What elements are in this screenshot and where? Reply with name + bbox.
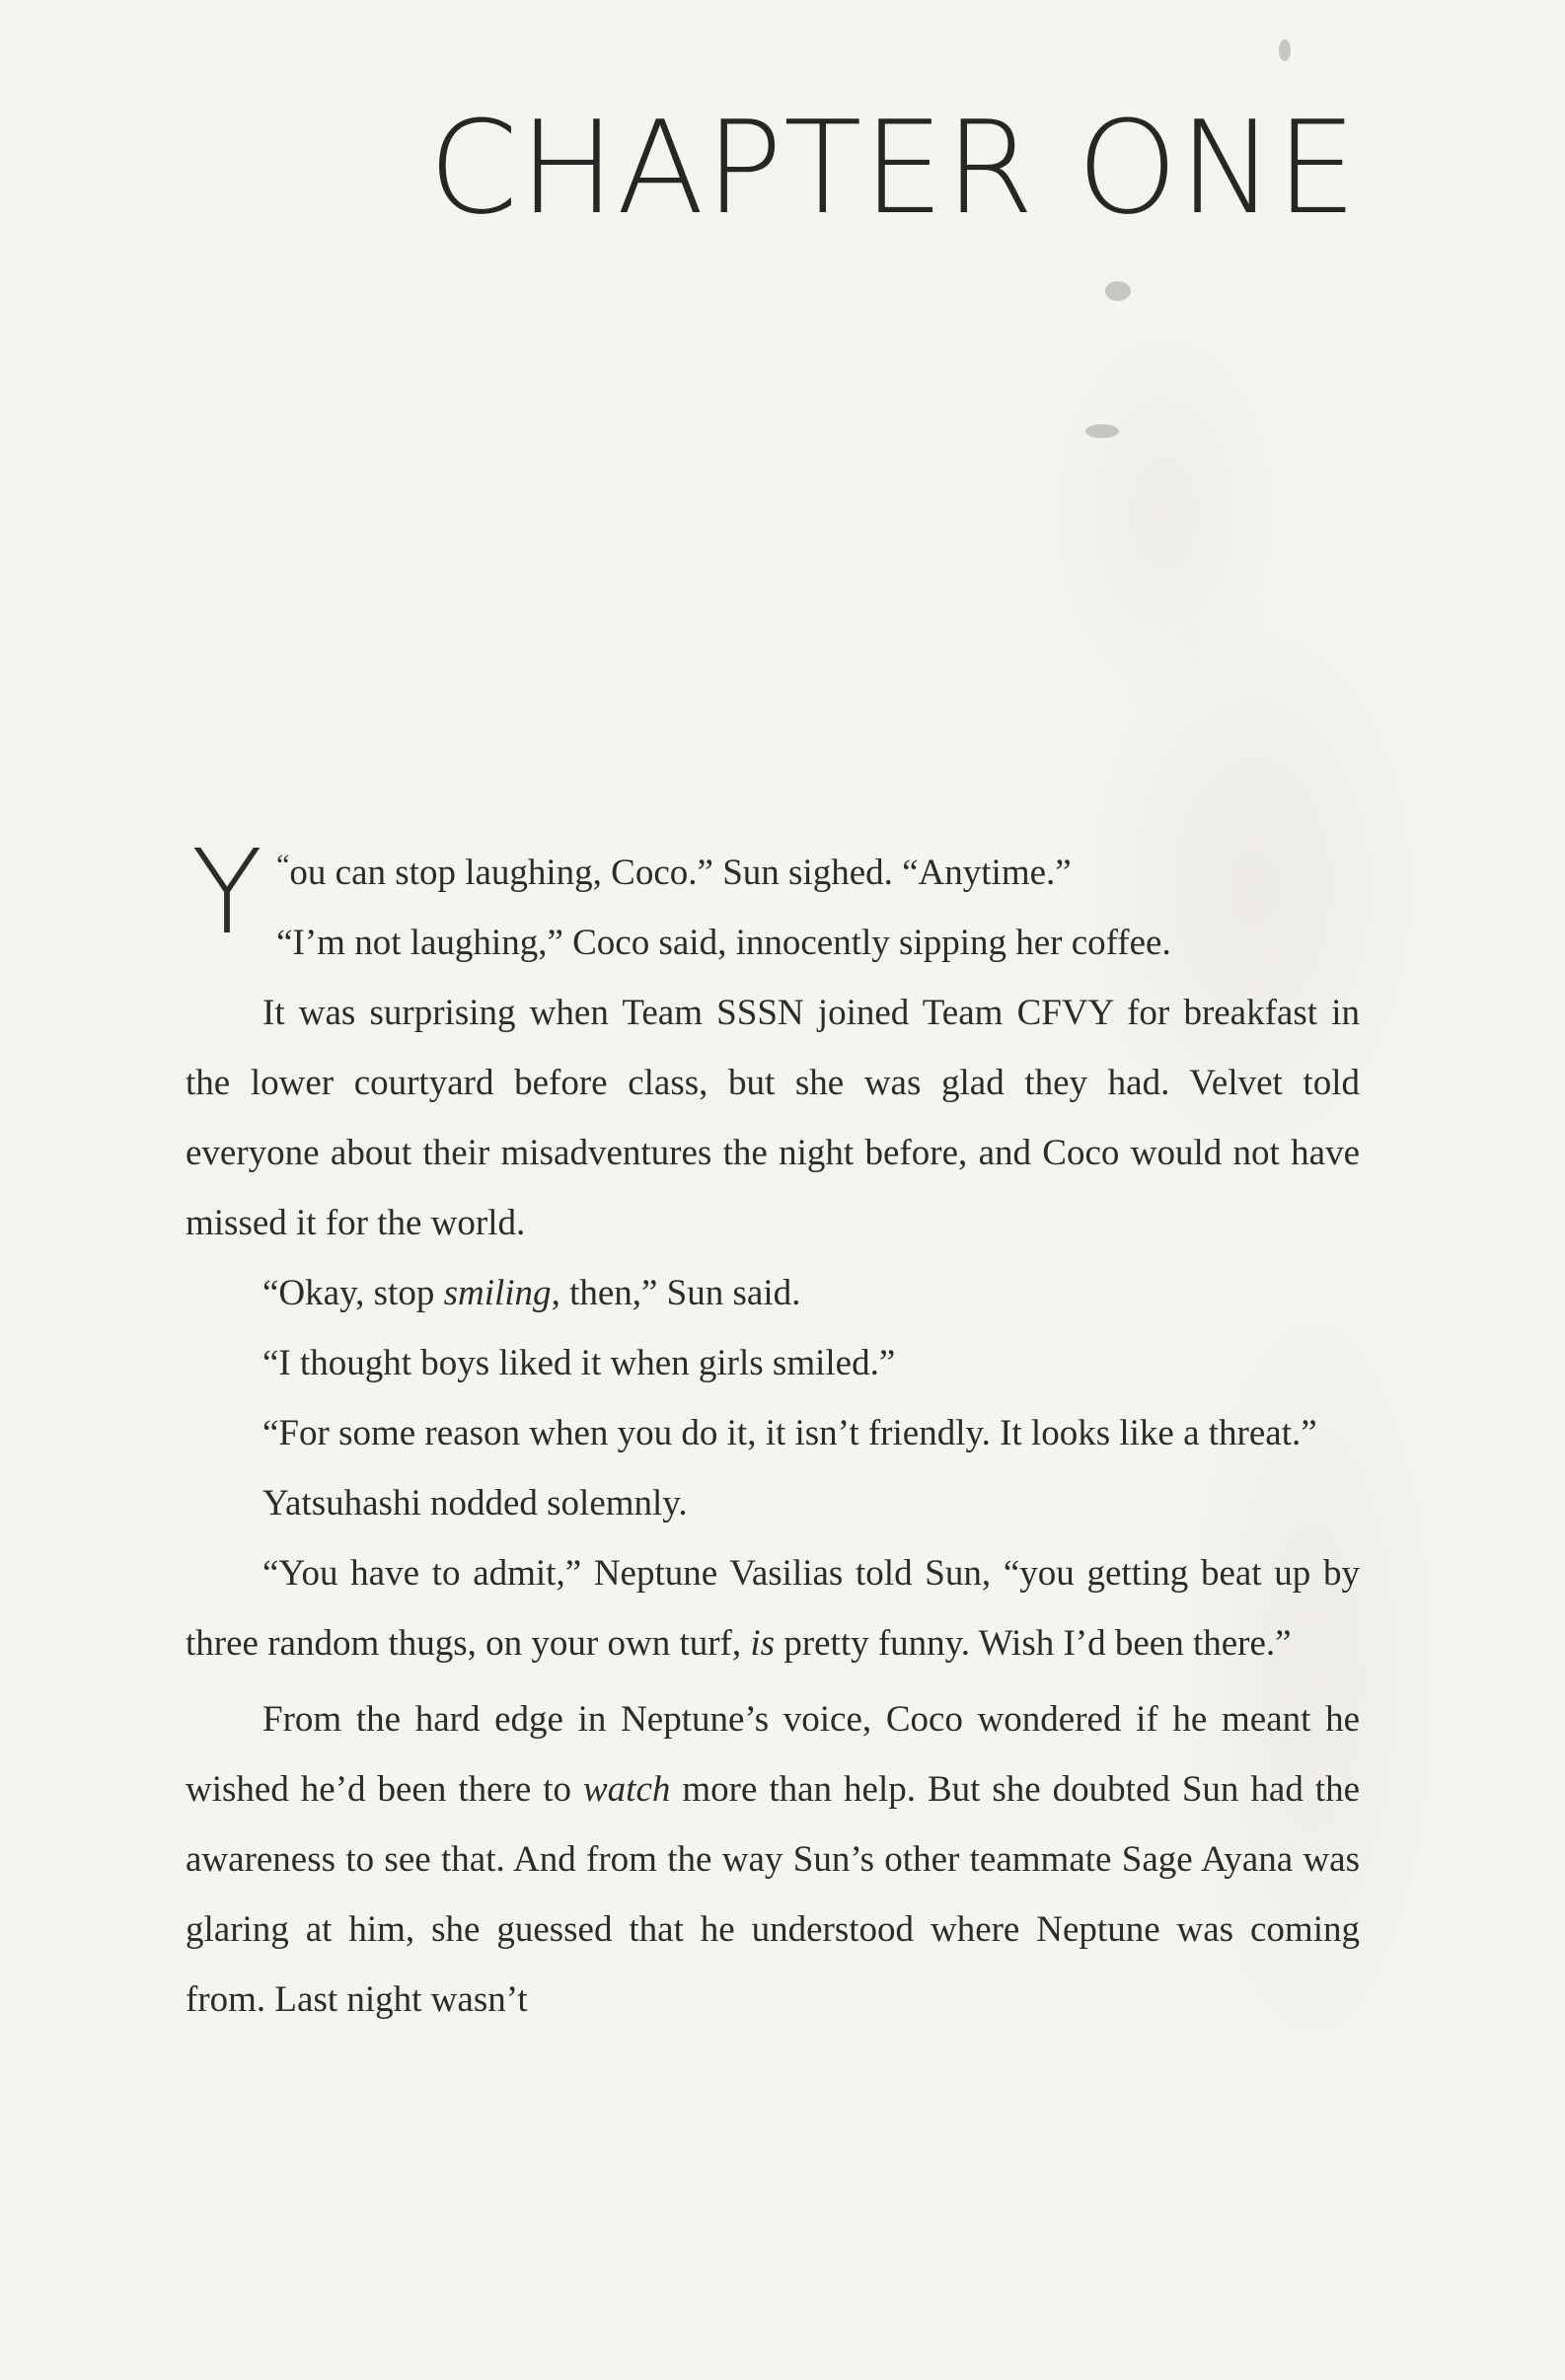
opening-paragraph (186, 824, 1360, 978)
paragraph-text: more than help. But she doubted Sun had the awareness to see that. And from the way Sun’s other teammate Sage Ayana was glaring at him, she guessed that he understood where Neptune was coming from. Last night wasn’t (186, 1769, 1360, 2020)
opening-quote-mark: “ (276, 849, 290, 881)
drop-cap: Y (191, 824, 263, 960)
paragraph-text: pretty funny. Wish I’d been there.” (775, 1623, 1292, 1664)
paragraph (186, 1398, 1360, 1468)
ink-speck (1105, 281, 1131, 301)
paragraph (186, 978, 1360, 1258)
paragraph-text: “Okay, stop (262, 1273, 444, 1313)
body-text (186, 824, 1360, 2035)
emphasis: watch (583, 1769, 671, 1810)
ink-speck (1279, 39, 1291, 61)
chapter-title: CHAPTER ONE (428, 93, 1358, 243)
paragraph (186, 1468, 1360, 1538)
paragraph (186, 1538, 1360, 1678)
paragraph (186, 1258, 1360, 1328)
paragraph (186, 1328, 1360, 1398)
paragraph (186, 1684, 1360, 2035)
paragraph-text: Yatsuhashi nodded solemnly. (262, 1483, 688, 1524)
paragraph-text: “For some reason when you do it, it isn’t friendly. It looks like a threat.” (262, 1413, 1317, 1453)
opening-line-1: ou can stop laughing, Coco.” Sun sighed. “Anytime.” (289, 853, 1072, 893)
opening-line-2: “I’m not laughing,” Coco said, innocently sipping her coffee. (276, 923, 1171, 963)
paragraph-text: It was surprising when Team SSSN joined Team CFVY for breakfast in the lower courtyard before class, but she was glad they had. Velvet told everyone about their misadventures the night before, and Coco would not have missed it for the world. (186, 993, 1360, 1243)
paragraph-text: , then,” Sun said. (551, 1273, 801, 1313)
paragraph-text: “You have to admit,” Neptune Vasilias told Sun, “you getting beat up by three random thugs, on your own turf, (186, 1553, 1360, 1664)
emphasis: smiling (443, 1273, 552, 1313)
paragraph-text: “I thought boys liked it when girls smiled.” (262, 1343, 896, 1383)
emphasis: is (750, 1623, 776, 1664)
ink-speck (1085, 424, 1119, 438)
paragraph-text: From the hard edge in Neptune’s voice, Coco wondered if he meant he wished he’d been there to (186, 1699, 1360, 1810)
